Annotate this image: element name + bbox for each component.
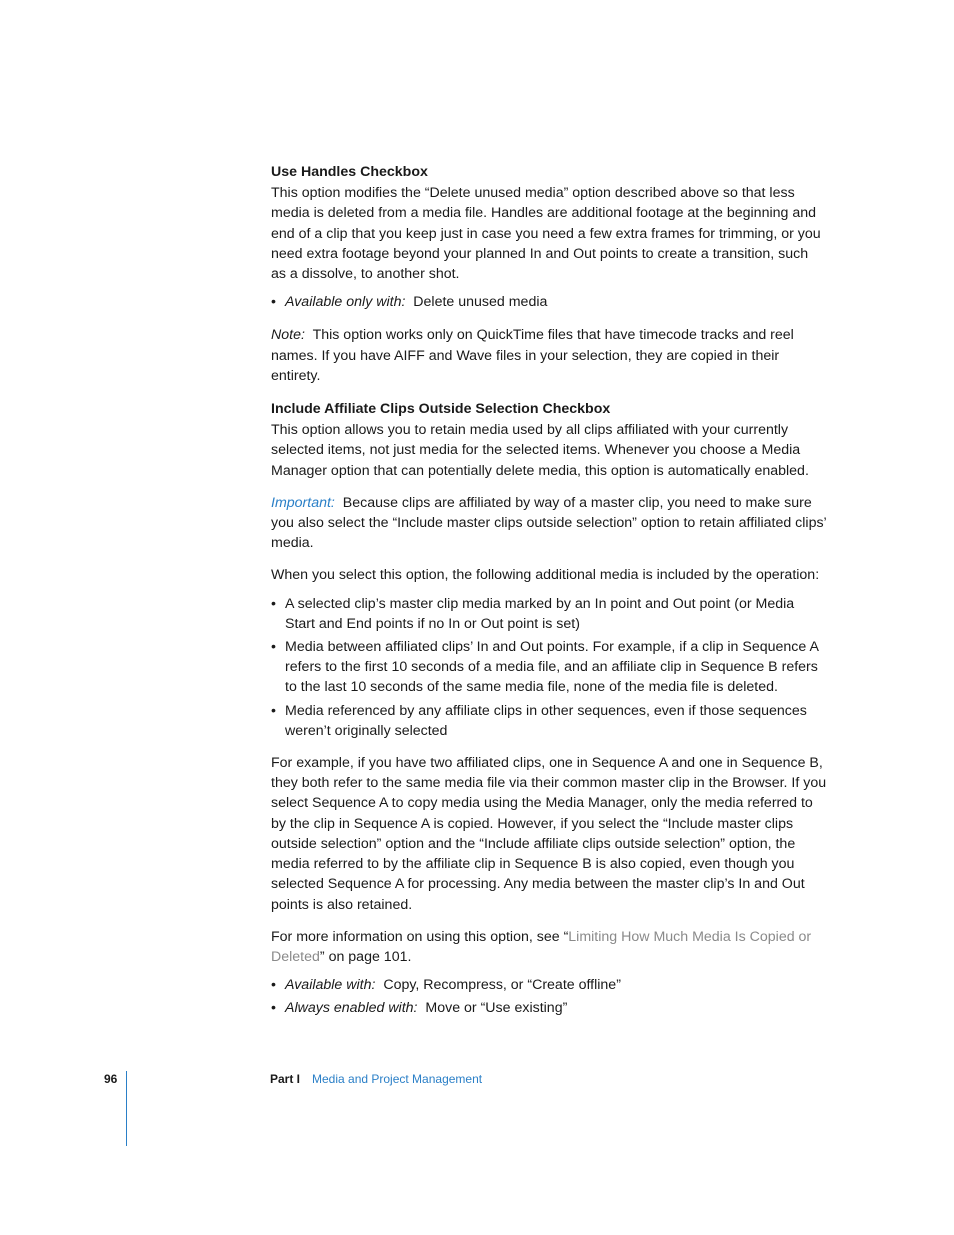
important-paragraph [271, 493, 827, 554]
included-media-list [271, 594, 827, 741]
example-paragraph: For example, if you have two affiliated clips, one in Sequence A and one in Sequence B, they both refer to the same media file via their common master clip in the Browser. If you select Sequence A to copy media using the Media Manager, only the media referred to by the clip in Sequence A is copied. However, if you select the “Include master clips outside selection” option and the “Include affiliate clips outside selection” option, the media referred to by the affiliate clip in Sequence B is also copied, even though you selected Sequence A for processing. Any media between the master clip’s In and Out points is also retained. [271, 755, 827, 913]
page-number: 96 [104, 1072, 118, 1086]
list-item [271, 292, 827, 312]
always-enabled-label: Always enabled with: [285, 1000, 418, 1017]
note-text: This option works only on QuickTime files that have timecode tracks and reel names. If you have AIFF and Wave files in your selection, they are copied in their entirety. [271, 327, 794, 384]
available-with-label: Available with: [285, 977, 376, 994]
available-with-value: Copy, Recompress, or “Create offline” [383, 977, 621, 994]
bullet-value: Delete unused media [413, 294, 548, 311]
availability-list [271, 975, 827, 1018]
footer-chapter-title: Media and Project Management [312, 1072, 483, 1086]
footer-divider [126, 1071, 127, 1146]
section-heading-include-affiliate: Include Affiliate Clips Outside Selection Checkbox [271, 401, 611, 418]
list-item [271, 975, 827, 995]
more-info-prefix: For more information on using this option, see “ [271, 928, 569, 945]
always-enabled-value: Move or “Use existing” [425, 1000, 568, 1017]
include-affiliate-body: This option allows you to retain media used by all clips affiliated with your currently selected items, not just media for the selected items. Whenever you choose a Media Manager option that can potentially delete media, this option is automatically enabled. [271, 422, 809, 479]
intro-paragraph: When you select this option, the following additional media is included by the operation: [271, 567, 820, 584]
section-heading-use-handles: Use Handles Checkbox [271, 164, 428, 180]
use-handles-bullets [271, 292, 827, 312]
note-paragraph [271, 325, 827, 386]
bullet-label: Available only with: [285, 294, 406, 311]
page-content [271, 162, 827, 1019]
list-item: • Media between affiliated clips’ In and Out points. For example, if a clip in Sequence A refers to the first 10 seconds of a media file, and an affiliate clip in Sequence B refers to the last 10 seconds of the same media file, none of the media file is deleted. [271, 637, 827, 698]
list-item: • A selected clip’s master clip media marked by an In point and Out point (or Media Start and End points if no In or Out point is set) [271, 594, 827, 634]
important-label: Important: [271, 494, 335, 511]
list-item [271, 998, 827, 1018]
footer-part-label: Part I [270, 1072, 301, 1086]
important-text: Because clips are affiliated by way of a master clip, you need to make sure you also select the “Include master clips outside selection” option to retain affiliated clips’ media. [271, 494, 827, 552]
cross-reference-link[interactable]: Limiting How Much Media Is Copied or Deleted [271, 928, 812, 965]
more-info-paragraph [271, 927, 827, 967]
note-label: Note: [271, 327, 305, 344]
list-item: • Media referenced by any affiliate clips in other sequences, even if those sequences weren’t originally selected [271, 701, 827, 741]
more-info-suffix: ” on page 101. [319, 948, 412, 965]
use-handles-body: This option modifies the “Delete unused media” option described above so that less media is deleted from a media file. Handles are additional footage at the beginning and end of a clip that you keep just in case you need a few extra frames for trimming, or you need extra footage beyond your planned In and Out points to create a transition, such as a dissolve, to another shot. [271, 185, 821, 283]
